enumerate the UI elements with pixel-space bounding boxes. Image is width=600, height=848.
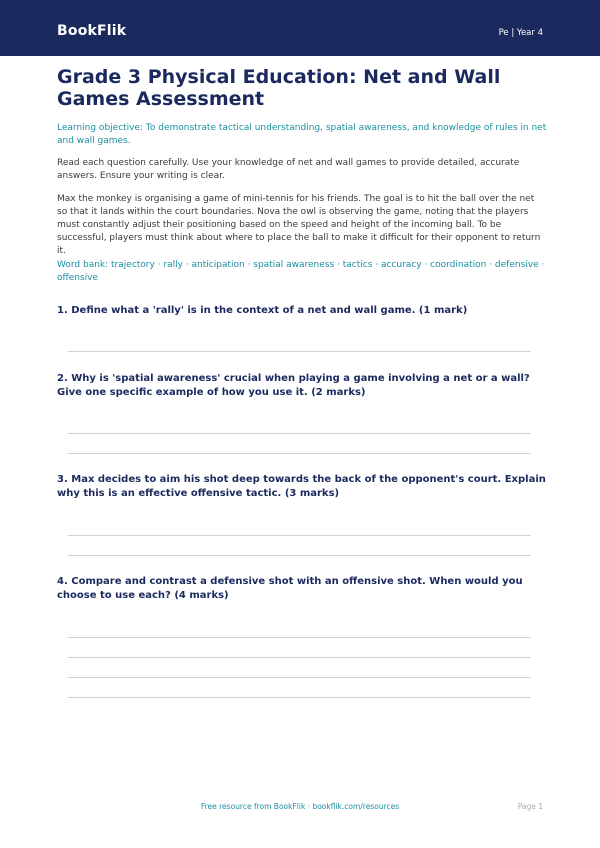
question-4: 4. Compare and contrast a defensive shot with an offensive shot. When would you choose to use each? (4 marks) <box>57 576 523 601</box>
answer-line[interactable] <box>68 433 531 434</box>
answer-line[interactable] <box>68 697 531 698</box>
answer-line[interactable] <box>68 677 531 678</box>
page-number: Page 1 <box>517 802 543 811</box>
question-3: 3. Max decides to aim his shot deep towards the back of the opponent's court. Explain why this is an effective offensive tactic. (3 marks) <box>57 474 546 499</box>
page-title: Grade 3 Physical Education: Net and Wall Games Assessment <box>57 66 501 110</box>
answer-line[interactable] <box>68 535 531 536</box>
instructions-paragraph: Read each question carefully. Use your knowledge of net and wall games to provide detailed, accurate answers. Ensure your writing is clear. <box>57 158 520 181</box>
question-2: 2. Why is 'spatial awareness' crucial when playing a game involving a net or a wall? Give one specific example of how you use it. (2 marks) <box>57 373 530 398</box>
scenario-paragraph: Max the monkey is organising a game of mini-tennis for his friends. The goal is to hit the ball over the net so that it lands within the court boundaries. Nova the owl is observing the game, noting that the players must constantly adjust their positioning based on the speed and height of the incoming ball. To be successful, players must think about where to place the ball to make it difficult for their opponent to return it. <box>57 194 541 256</box>
answer-line[interactable] <box>68 657 531 658</box>
subject-year-label: Pe | Year 4 <box>498 28 543 38</box>
question-1: 1. Define what a 'rally' is in the context of a net and wall game. (1 mark) <box>57 305 468 316</box>
brand-logo: BookFlik <box>57 23 127 39</box>
word-bank: Word bank: trajectory · rally · anticipation · spatial awareness · tactics · accuracy · coordination · defensive · offensive <box>57 260 545 283</box>
learning-objective: Learning objective: To demonstrate tactical understanding, spatial awareness, and knowledge of rules in net and wall games. <box>57 123 547 146</box>
answer-line[interactable] <box>68 351 531 352</box>
answer-line[interactable] <box>68 453 531 454</box>
footer-source-link[interactable]: Free resource from BookFlik · bookflik.com/resources <box>200 802 400 811</box>
answer-line[interactable] <box>68 637 531 638</box>
page-header <box>0 0 600 56</box>
answer-line[interactable] <box>68 555 531 556</box>
